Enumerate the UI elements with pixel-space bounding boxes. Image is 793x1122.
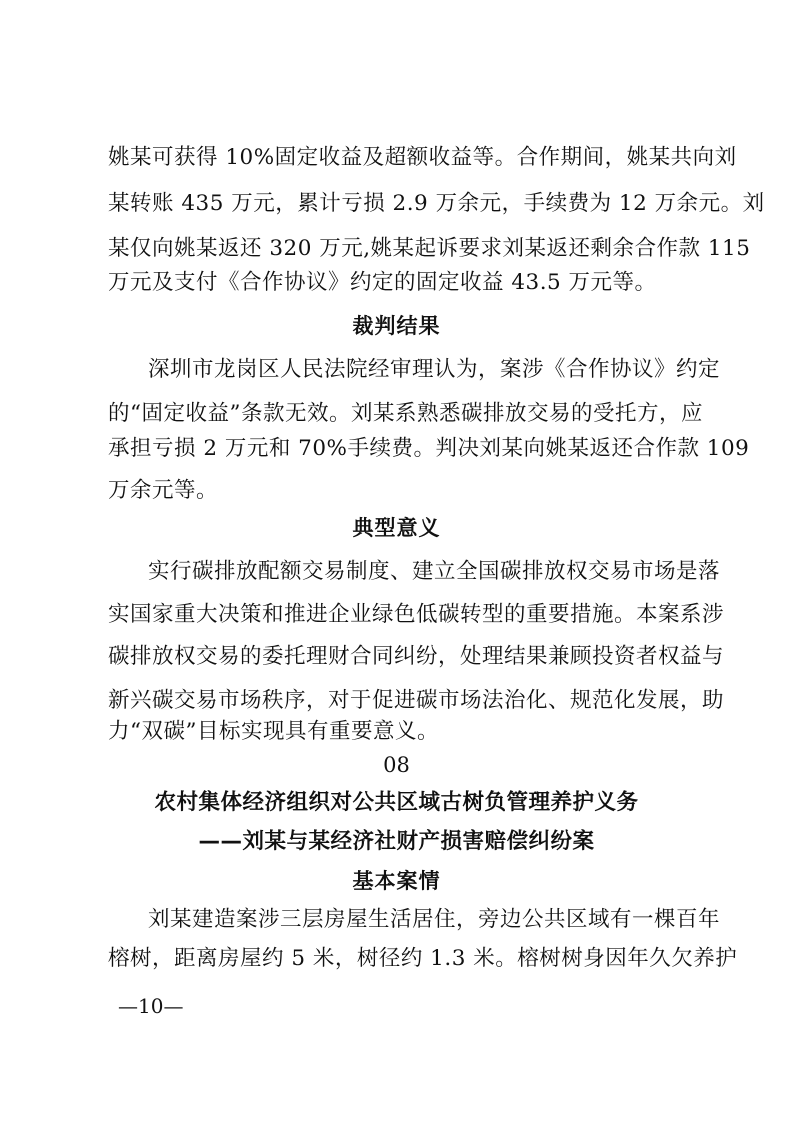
page-number: —10— [118, 994, 184, 1018]
body-text-line: 新兴碳交易市场秩序，对于促进碳市场法治化、规范化发展，助 [108, 688, 725, 713]
body-text-line: 万余元等。 [108, 478, 219, 503]
body-text-line: 某转账 435 万元，累计亏损 2.9 万余元，手续费为 12 万余元。刘 [108, 191, 765, 216]
body-text-line: 姚某可获得 10%固定收益及超额收益等。合作期间，姚某共向刘 [108, 145, 737, 170]
body-text-line: 刘某建造案涉三层房屋生活居住，旁边公共区域有一棵百年 [148, 907, 721, 932]
body-text-line: 承担亏损 2 万元和 70%手续费。判决刘某向姚某返还合作款 109 [108, 436, 750, 461]
section-heading-facts: 基本案情 [352, 868, 441, 893]
section-heading-significance: 典型意义 [352, 515, 441, 540]
body-text-line: 实行碳排放配额交易制度、建立全国碳排放权交易市场是落 [148, 559, 721, 584]
body-text-line: 榕树，距离房屋约 5 米，树径约 1.3 米。榕树树身因年久欠养护 [108, 946, 738, 971]
body-text-line: 某仅向姚某返还 320 万元,姚某起诉要求刘某返还剩余合作款 115 [108, 236, 751, 261]
section-heading-judgment: 裁判结果 [352, 313, 441, 338]
body-text-line: 的“固定收益”条款无效。刘某系熟悉碳排放交易的受托方，应 [108, 401, 703, 426]
body-text-line: 碳排放权交易的委托理财合同纠纷，处理结果兼顾投资者权益与 [108, 644, 725, 669]
body-text-line: 实国家重大决策和推进企业绿色低碳转型的重要措施。本案系涉 [108, 602, 725, 627]
body-text-line: 深圳市龙岗区人民法院经审理认为，案涉《合作协议》约定 [148, 357, 721, 382]
case-title: 农村集体经济组织对公共区域古树负管理养护义务 [154, 790, 639, 815]
case-number: 08 [383, 753, 410, 777]
body-text-line: 力“双碳”目标实现具有重要意义。 [108, 719, 439, 744]
body-text-line: 万元及支付《合作协议》约定的固定收益 43.5 万元等。 [108, 270, 657, 295]
case-subtitle: ——刘某与某经济社财产损害赔偿纠纷案 [198, 829, 595, 854]
